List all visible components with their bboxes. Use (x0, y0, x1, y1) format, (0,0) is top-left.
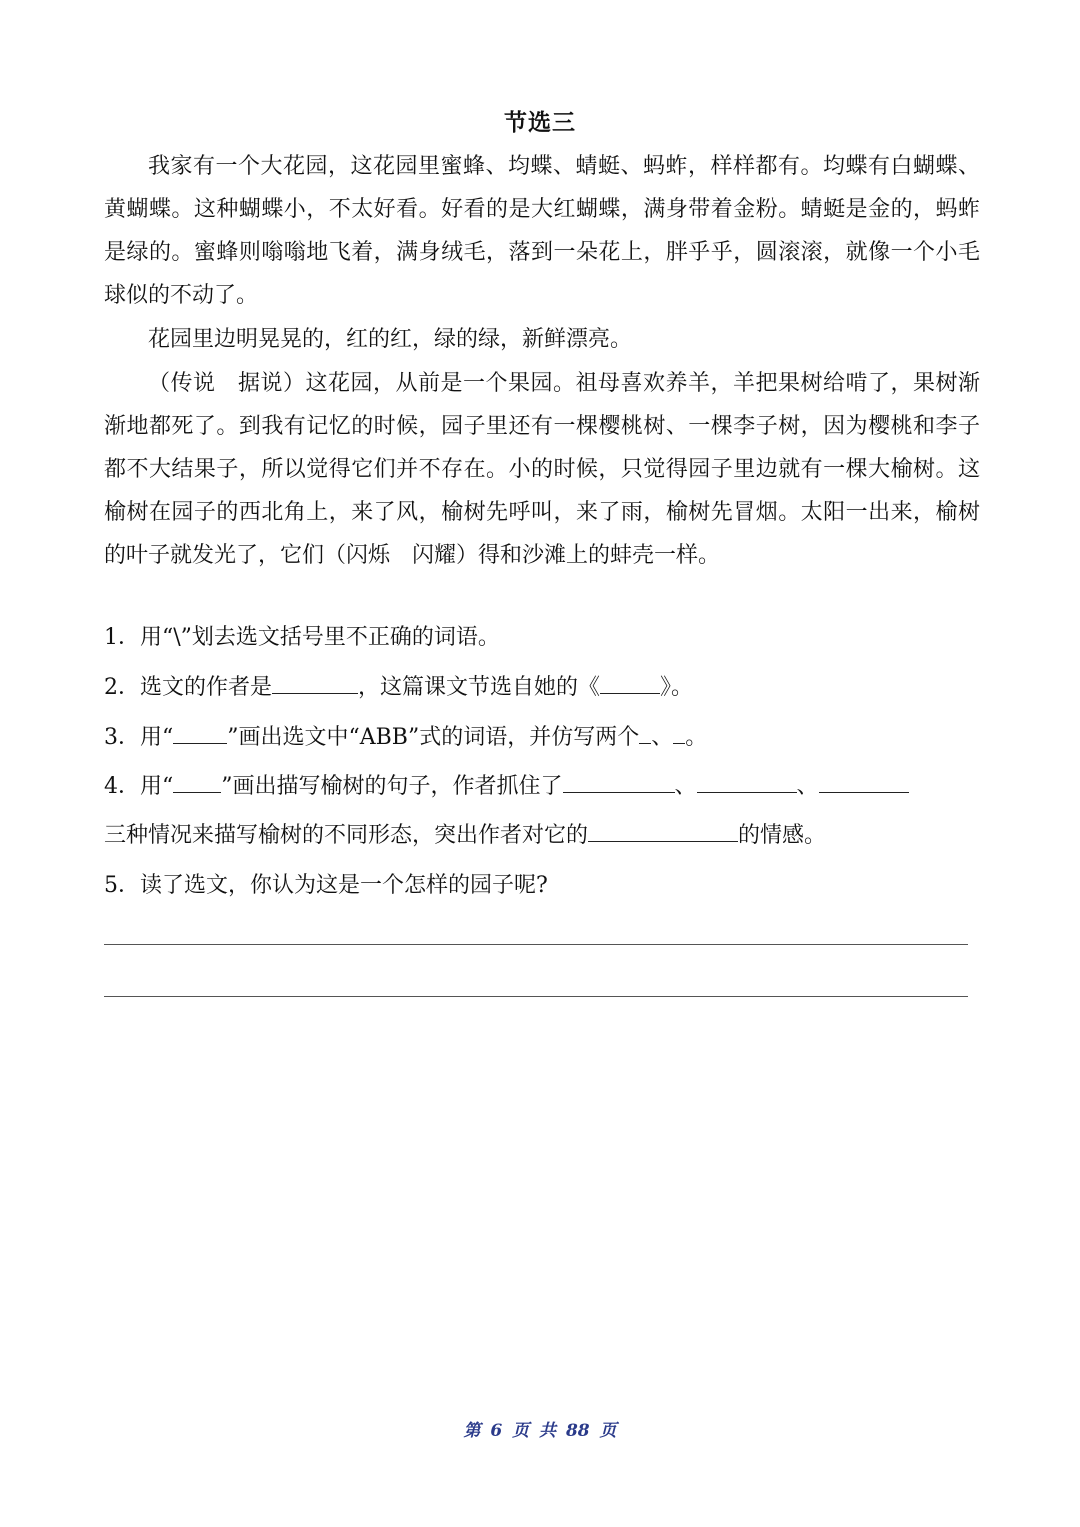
page-number-footer: 第 6 页 共 88 页 (463, 1421, 617, 1441)
situation-blank-3[interactable] (819, 766, 909, 793)
question-text: 》。 (660, 675, 694, 700)
underline-mark-sample (173, 717, 227, 744)
question-4-continued (104, 814, 980, 858)
question-text: ，这篇课文节选自她的《 (358, 675, 601, 700)
question-text: 、 (796, 774, 819, 799)
question-text: 的情感。 (738, 823, 827, 848)
section-title: 节选三 (504, 110, 576, 136)
passage-paragraph-1 (104, 145, 980, 317)
question-4 (104, 765, 980, 809)
question-3 (104, 716, 980, 760)
passage-paragraph-3 (104, 362, 980, 577)
question-text: ”画出选文中“ABB”式的词语，并仿写两个 (227, 725, 640, 750)
abb-word-blank-2[interactable] (673, 717, 685, 744)
question-1: 1．用“\”划去选文括号里不正确的词语。 (104, 625, 500, 650)
question-text: 4．用“ (104, 774, 174, 799)
question-2 (104, 666, 980, 710)
question-text: 、 (651, 725, 674, 750)
paragraph-text: 我家有一个大花园，这花园里蜜蜂、均蝶、蜻蜓、蚂蚱，样样都有。均蝶有白蝴蝶、黄蝴蝶。这种蝴蝶小，不太好看。好看的是大红蝴蝶，满身带着金粉。蜻蜓是金的，蚂蚱是绿的。蜜蜂则嗡嗡地飞着，满身绒毛，落到一朵花上，胖乎乎，圆滚滚，就像一个小毛球似的不动了。 (104, 154, 980, 308)
question-text: 。 (685, 725, 708, 750)
question-text: 2．选文的作者是 (104, 675, 272, 700)
question-text: 三种情况来描写榆树的不同形态，突出作者对它的 (104, 823, 589, 848)
paragraph-text: 花园里边明晃晃的，红的红，绿的绿，新鲜漂亮。 (148, 327, 633, 352)
feeling-answer-blank[interactable] (588, 815, 738, 842)
passage-paragraph-2 (104, 318, 980, 361)
author-answer-blank[interactable] (272, 667, 358, 694)
answer-line-2[interactable] (104, 996, 968, 997)
book-title-answer-blank[interactable] (600, 667, 660, 694)
question-5: 5．读了选文，你认为这是一个怎样的园子呢? (104, 873, 548, 898)
situation-blank-2[interactable] (697, 766, 797, 793)
paragraph-text: （传说 据说）这花园，从前是一个果园。祖母喜欢养羊，羊把果树给啃了，果树渐渐地都死了。到我有记忆的时候，园子里还有一棵樱桃树、一棵李子树，因为樱桃和李子都不大结果子，所以觉得它们并不存在。小的时候，只觉得园子里边就有一棵大榆树。这榆树在园子的西北角上，来了风，榆树先呼叫，来了雨，榆树先冒烟。太阳一出来，榆树的叶子就发光了，它们（闪烁 闪耀）得和沙滩上的蚌壳一样。 (104, 371, 980, 568)
question-text: 3．用“ (104, 725, 174, 750)
underline-mark-sample (173, 766, 221, 793)
question-text: 、 (674, 774, 697, 799)
abb-word-blank-1[interactable] (639, 717, 651, 744)
situation-blank-1[interactable] (563, 766, 675, 793)
question-text: ”画出描写榆树的句子，作者抓住了 (221, 774, 563, 799)
answer-line-1[interactable] (104, 944, 968, 945)
